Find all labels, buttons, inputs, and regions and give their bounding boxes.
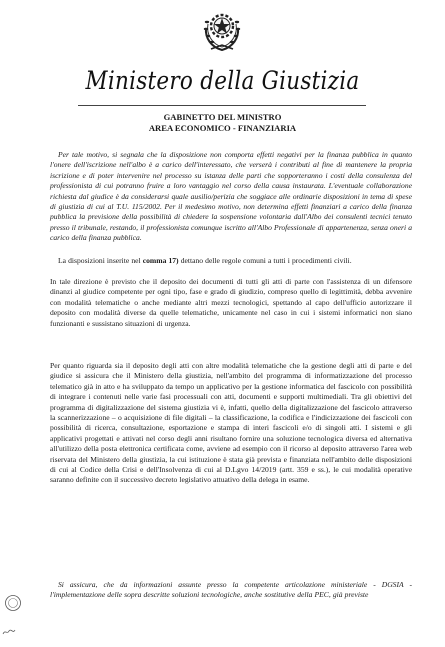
- paragraph-financial-effects: Per tale motivo, si segnala che la disposizione non comporta effetti negativi per la finanza pubblica in quanto l'onere dell'iscrizione nell'albo è a carico dell'interessato, che verserà i contributi al fine di mantenere la propria iscrizione e di poter intervenire nel processo su istanza delle parti che sopporteranno i costi della consulenza del professionista di cui potranno fruire a loro vantaggio nel corso della causa instaurata. L'eventuale collaborazione richiesta dal giudice è da considerarsi quale ausilio/perizia che soggiace alle ordinarie disposizioni in tema di spese di giustizia di cui al T.U. 115/2002. Per il medesimo motivo, non determina effetti finanziari a carico della finanza pubblica la previsione della possibilità di chiedere la sospensione volontaria dall'Albo dei consulenti tecnici tenuto presso il tribunale, restando, il professionista comunque iscritto all'Albo Professionale di appartenenza, senza oneri a carico della finanza pubblica.: [50, 150, 412, 243]
- paragraph-comma-17-text-b: dettano delle regole comuni a tutti i procedimenti civili.: [178, 256, 352, 265]
- paragraph-telematic-deposit: In tale direzione è previsto che il deposito dei documenti di tutti gli atti di parte con l'assistenza di un difensore dinanzi al giudice competente per ogni tipo, fase e grado di giudizio, compreso quello di legittimità, debba avvenire con modalità telematiche o anche mediante altri mezzi tecnologici, spettando al capo dell'ufficio autorizzare il deposito con modalità diverse da quelle telematiche, unicamente nel caso in cui i sistemi informatici non siano funzionanti e sussistano situazioni di urgenza.: [50, 277, 412, 328]
- italian-republic-emblem-icon: [201, 4, 243, 52]
- paragraph-comma-17-text-a: La disposizioni inserite nel: [58, 256, 143, 265]
- ministry-title: Ministero della Giustizia: [85, 66, 360, 95]
- paragraph-digitalization: Per quanto riguarda sia il deposito degli atti con altre modalità telematiche che la gestione degli atti di parte e del giudice si assicura che il Ministero della giustizia, nell'ambito del programma di informatizzazione del processo telematico già in atto e ha sviluppato da tempo un applicativo per la gestione informatica del fascicolo con possibilità di integrare i contenuti nelle varie fasi processuali con atti, documenti e supporti multimediali. Tra gli obiettivi del programma di digitalizzazione del sistema giustizia vi è, infatti, quello della digitalizzazione del fascicolo attraverso la scannerizzazione – o acquisizione di file digitali – la classificazione, la codifica e l'indicizzazione dei fascicoli con possibilità di ricerca, consultazione, esportazione e stampa di interi fascicoli e/o di singoli atti. I sistemi e gli applicativi progettati e attivati nel corso degli anni risultano fornire una soluzione tecnologica diversa ed alternativa all'utilizzo della posta elettronica certificata come, avviene ad esempio con il ricorso al deposito attraverso l'area web riservata del Ministero della giustizia, la cui istituzione è stata già prevista e finanziata nell'ambito delle disposizioni di cui al Codice della Crisi e dell'Insolvenza di cui al D.Lgvo 14/2019 (artt. 359 e ss.), le cui modalità operative saranno definite con il successivo decreto legislativo attuativo della delega in esame.: [50, 361, 412, 485]
- paragraph-dgsia: Si assicura, che da informazioni assunte presso la competente articolazione ministeriale - DGSIA - l'implementazione delle sopra descritte soluzioni tecnologiche, anche sostitutive della PEC, già previste: [50, 580, 412, 600]
- title-underline: [78, 105, 366, 106]
- paragraph-comma-17-ref: comma 17): [142, 256, 179, 265]
- paragraph-comma-17: [50, 256, 412, 266]
- office-line-2: AREA ECONOMICO - FINANZIARIA: [148, 123, 297, 133]
- margin-initials-icon: [2, 628, 16, 636]
- office-line-1: GABINETTO DEL MINISTRO: [163, 112, 282, 122]
- margin-stamp-icon: [4, 594, 22, 612]
- office-heading: [0, 112, 445, 134]
